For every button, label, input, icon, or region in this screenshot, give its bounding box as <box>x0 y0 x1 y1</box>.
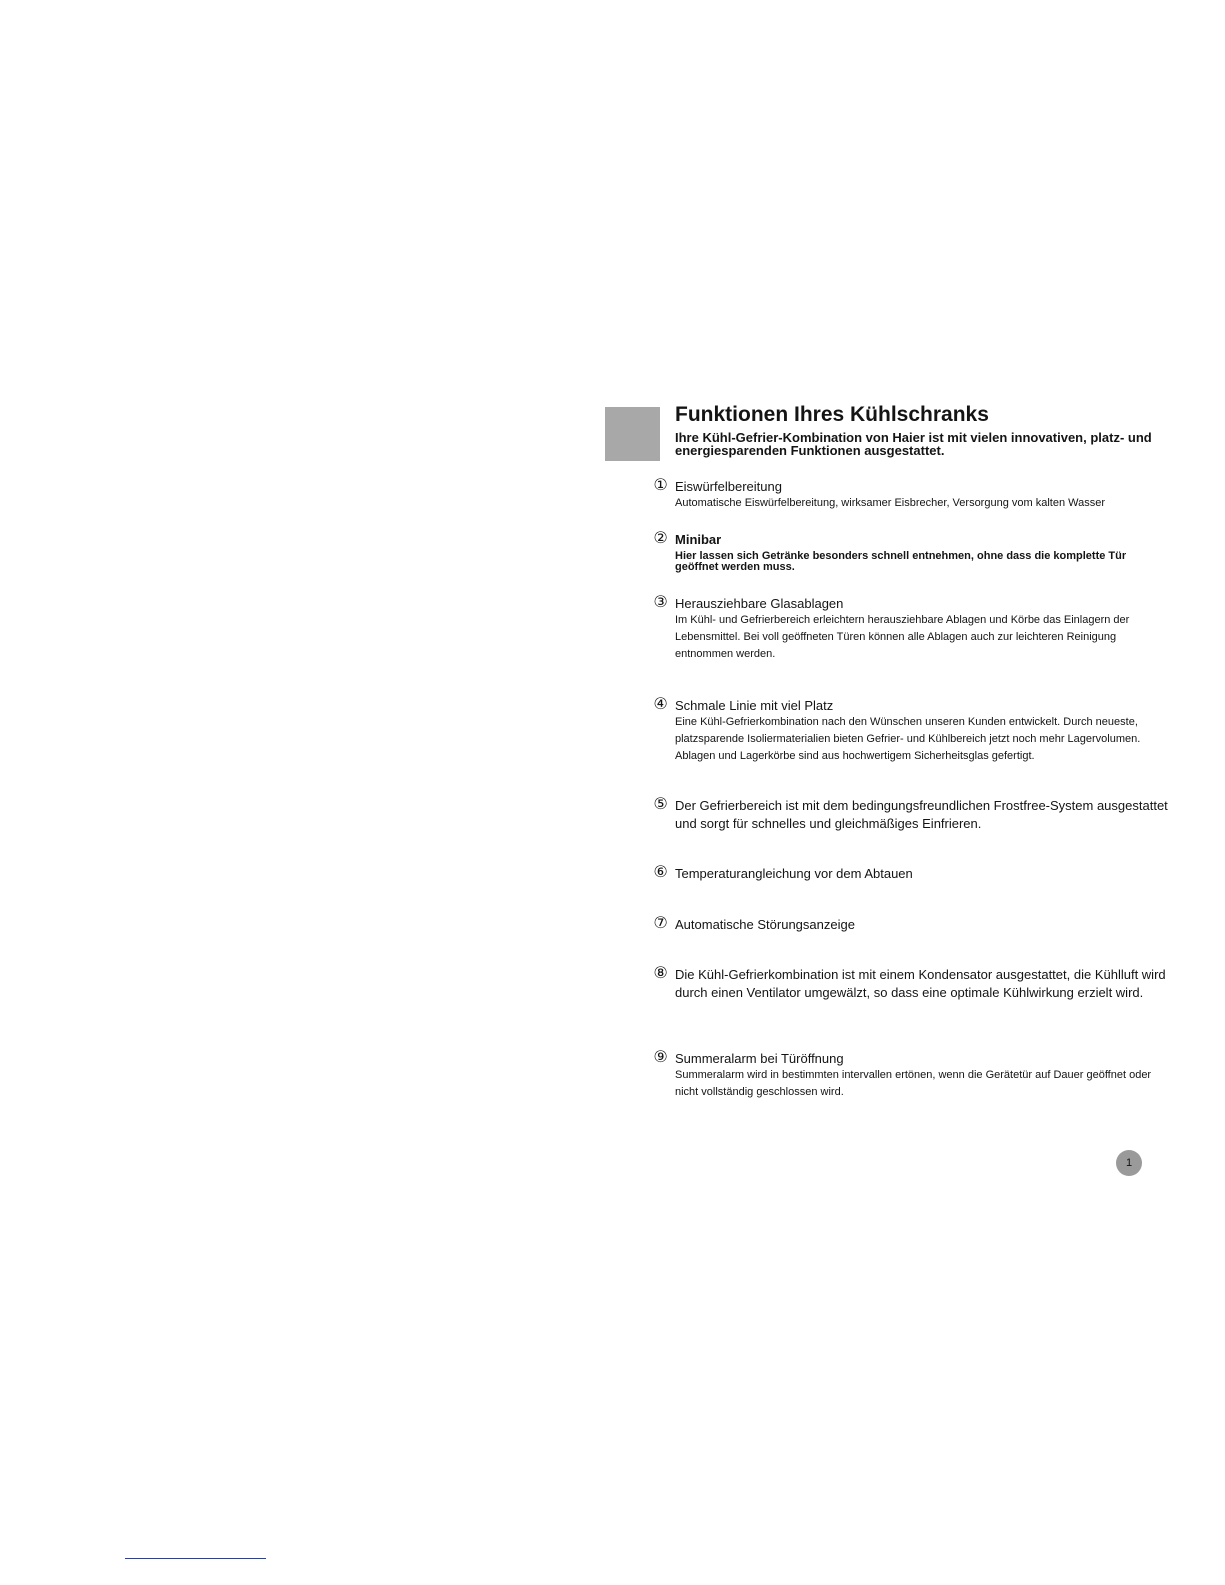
feature-number: ⑥ <box>653 864 668 881</box>
feature-description: Eine Kühl-Gefrierkombination nach den Wünschen unseren Kunden entwickelt. Durch neueste, platzsparende Isoliermaterialien bieten Gefrier- und Kühlbereich jetzt noch mehr Lagervolumen. Ablagen und Lagerkörbe sind aus hochwertigem Sicherheitsglas gefertigt. <box>675 716 1141 762</box>
page-number-badge: 1 <box>1116 1150 1142 1176</box>
feature-item <box>652 1050 1172 1101</box>
footer-link[interactable] <box>125 1548 266 1559</box>
feature-number: ⑤ <box>653 796 668 813</box>
feature-description: Im Kühl- und Gefrierbereich erleichtern herausziehbare Ablagen und Körbe das Einlagern der Lebensmittel. Bei voll geöffneten Türen können alle Ablagen auch zur leichteren Reinigung entnommen werden. <box>675 614 1130 660</box>
feature-number: ① <box>653 477 668 494</box>
feature-description: Hier lassen sich Getränke besonders schnell entnehmen, ohne dass die komplette Tür geöffnet werden muss. <box>675 550 1127 573</box>
feature-item <box>652 478 1172 512</box>
feature-number: ⑨ <box>653 1049 668 1066</box>
feature-title: Die Kühl-Gefrierkombination ist mit einem Kondensator ausgestattet, die Kühlluft wird durch einen Ventilator umgewälzt, so dass eine optimale Kühlwirkung erzielt wird. <box>675 967 1166 1000</box>
feature-item <box>652 595 1172 663</box>
feature-item <box>652 865 1172 882</box>
feature-item <box>652 966 1172 1002</box>
feature-title: Eiswürfelbereitung <box>675 479 782 494</box>
feature-item <box>652 916 1172 933</box>
feature-item <box>652 531 1172 573</box>
page-title: Funktionen Ihres Kühlschranks <box>675 403 989 426</box>
feature-number: ④ <box>653 696 668 713</box>
feature-title: Summeralarm bei Türöffnung <box>675 1051 844 1066</box>
feature-number: ② <box>653 530 668 547</box>
feature-title: Minibar <box>675 532 722 547</box>
feature-item <box>652 697 1172 765</box>
feature-title: Temperaturangleichung vor dem Abtauen <box>675 866 913 881</box>
feature-title: Schmale Linie mit viel Platz <box>675 698 834 713</box>
feature-title: Herausziehbare Glasablagen <box>675 596 844 611</box>
feature-number: ③ <box>653 594 668 611</box>
feature-number: ⑧ <box>653 965 668 982</box>
feature-title: Der Gefrierbereich ist mit dem bedingungsfreundlichen Frostfree-System ausgestattet und sorgt für schnelles und gleichmäßiges Einfrieren. <box>675 798 1168 831</box>
feature-item <box>652 797 1172 833</box>
section-marker-block <box>605 407 660 461</box>
feature-number: ⑦ <box>653 915 668 932</box>
feature-title: Automatische Störungsanzeige <box>675 917 855 932</box>
feature-description: Summeralarm wird in bestimmten intervallen ertönen, wenn die Gerätetür auf Dauer geöffnet oder nicht vollständig geschlossen wird. <box>675 1069 1152 1098</box>
feature-description: Automatische Eiswürfelbereitung, wirksamer Eisbrecher, Versorgung vom kalten Wasser <box>675 497 1105 509</box>
intro-text: Ihre Kühl-Gefrier-Kombination von Haier ist mit vielen innovativen, platz- und energiesparenden Funktionen ausgestattet. <box>675 430 1152 458</box>
